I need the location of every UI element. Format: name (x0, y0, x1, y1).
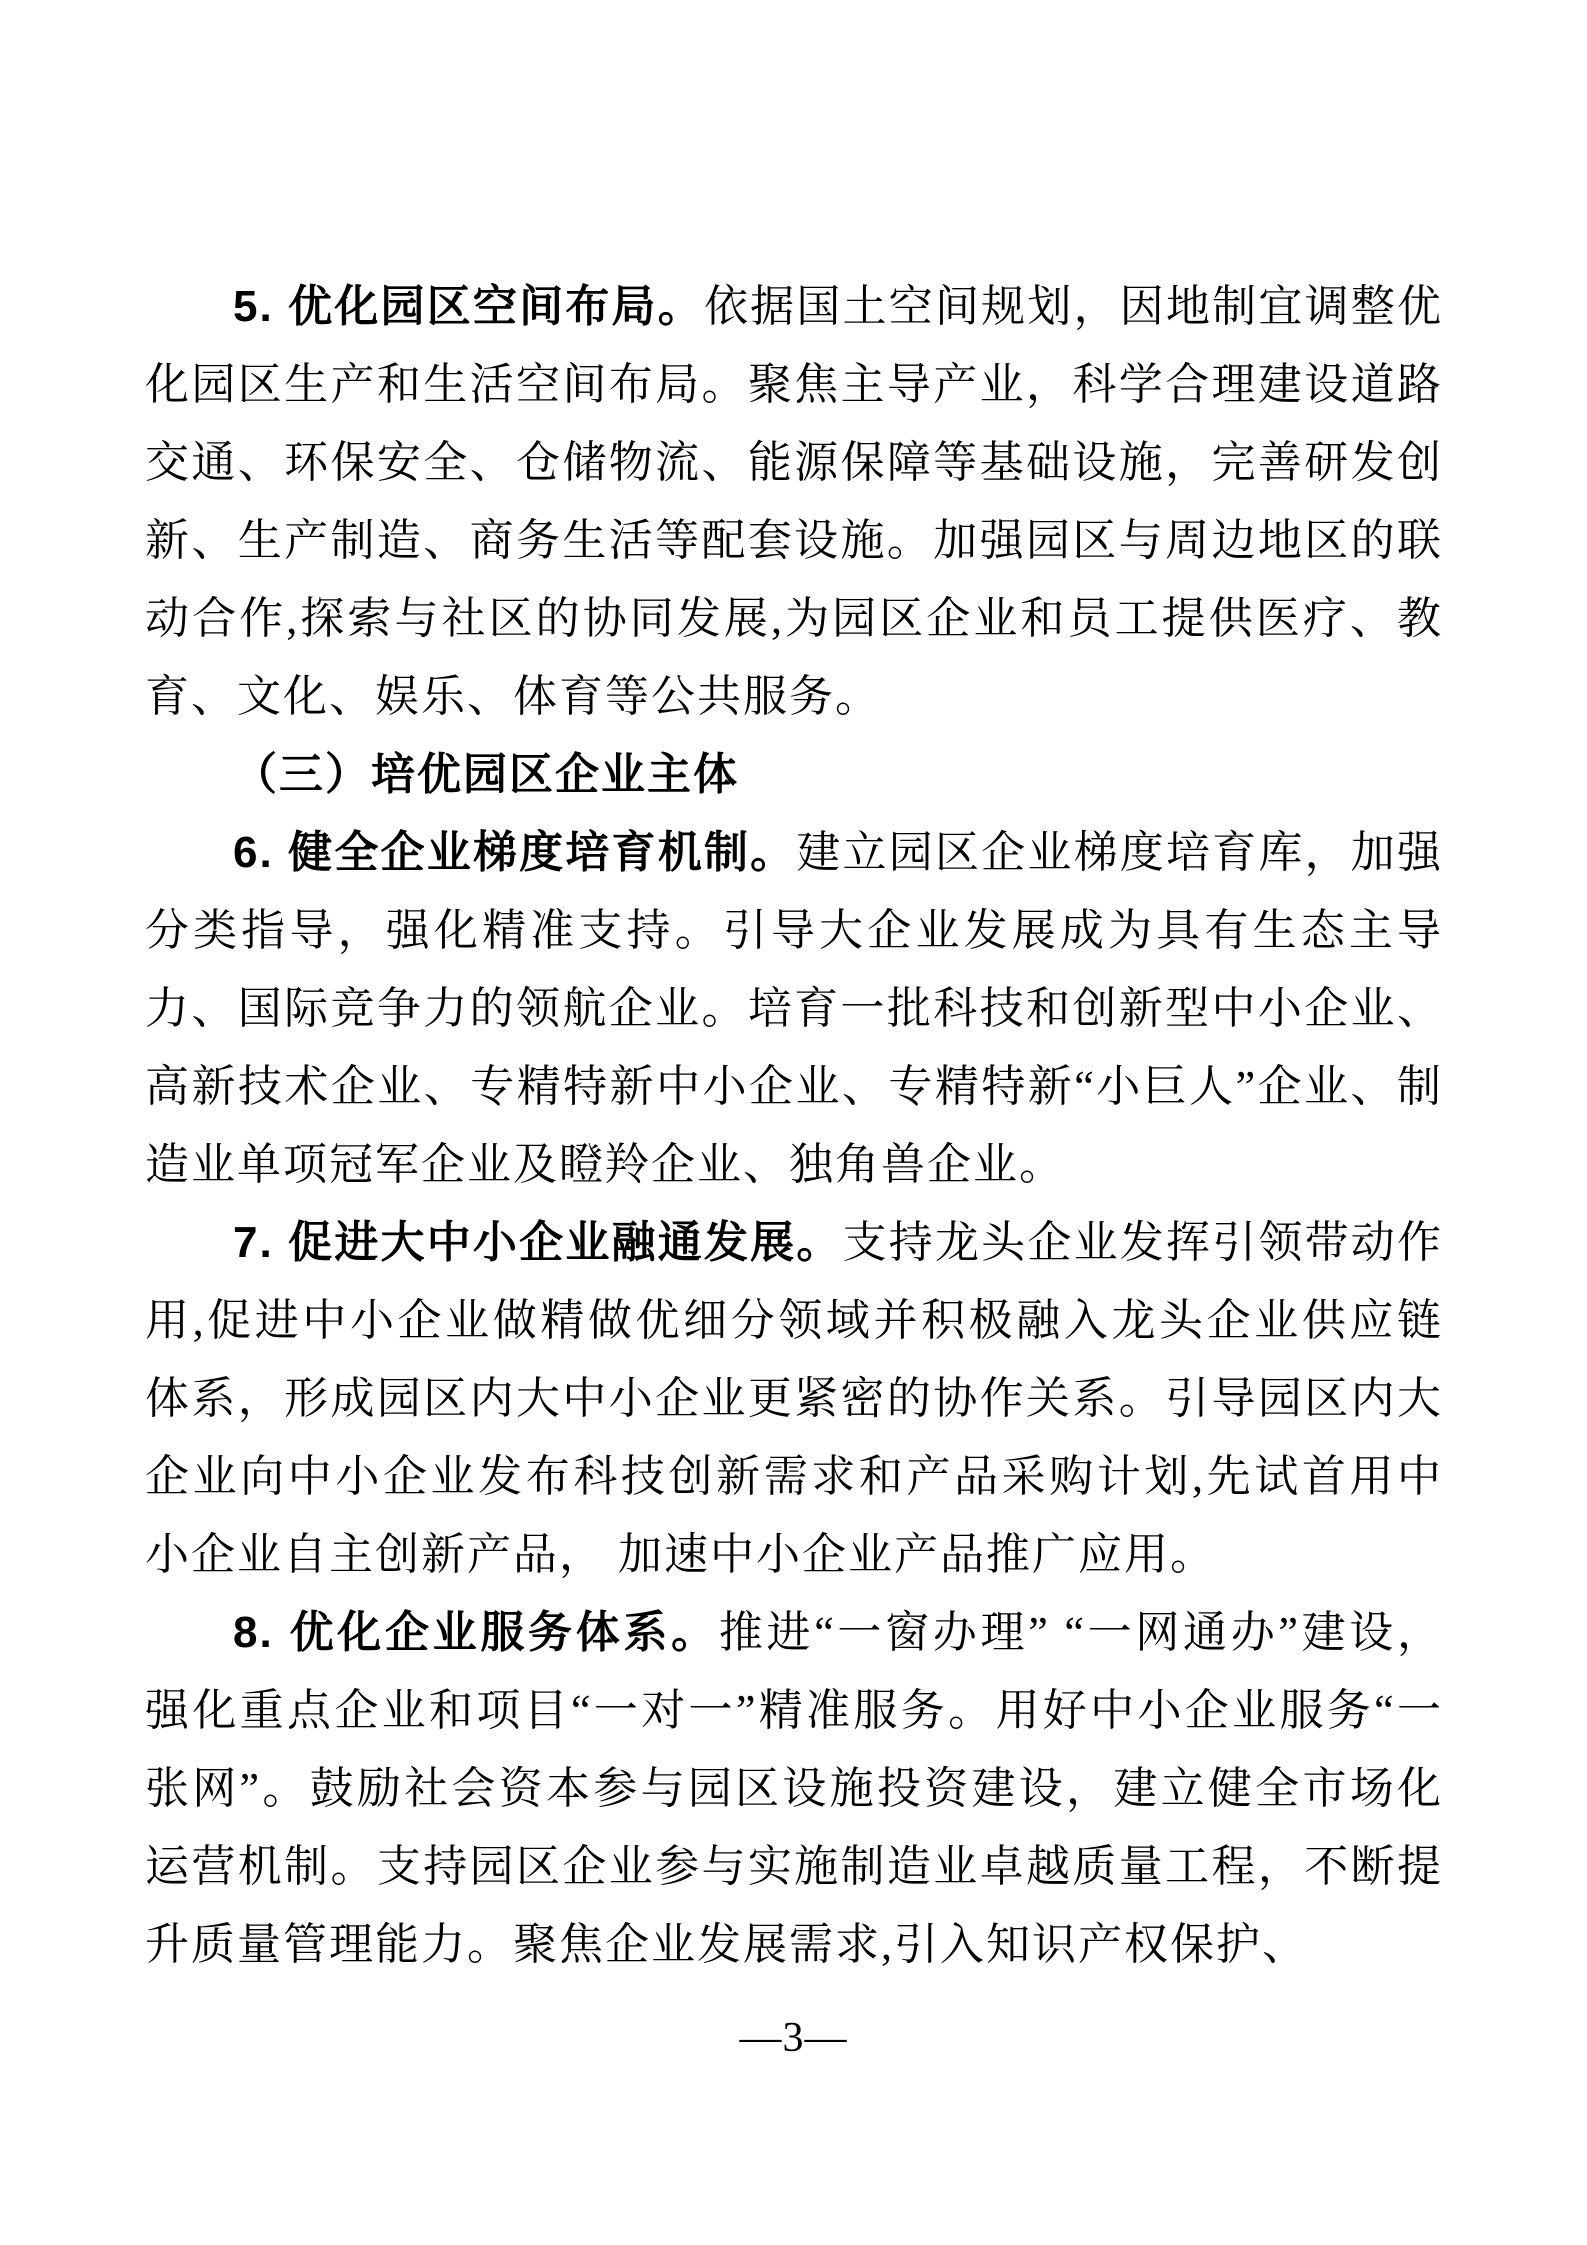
paragraph-5 (145, 268, 1443, 736)
section-heading-3: （三）培优园区企业主体 (233, 750, 739, 799)
paragraph-5-lead: 5. 优化园区空间布局。 (233, 282, 704, 331)
paragraph-8-body: 推进“一窗办理” “一网通办”建设，强化重点企业和项目“一对一”精准服务。用好中小企业服务“一张网”。鼓励社会资本参与园区设施投资建设，建立健全市场化运营机制。支持园区企业参与实施制造业卓越质量工程，不断提升质量管理能力。聚焦企业发展需求,引入知识产权保护、 (145, 1608, 1443, 1969)
paragraph-6-lead: 6. 健全企业梯度培育机制。 (233, 828, 797, 877)
page-number: —3— (739, 2015, 848, 2061)
paragraph-6-body: 建立园区企业梯度培育库，加强分类指导，强化精准支持。引导大企业发展成为具有生态主导力、国际竞争力的领航企业。培育一批科技和创新型中小企业、高新技术企业、专精特新中小企业、专精特新“小巨人”企业、制造业单项冠军企业及瞪羚企业、独角兽企业。 (145, 828, 1443, 1189)
paragraph-7-lead: 7. 促进大中小企业融通发展。 (233, 1218, 843, 1267)
document-content (145, 268, 1443, 1984)
paragraph-6 (145, 814, 1443, 1204)
paragraph-7 (145, 1204, 1443, 1594)
paragraph-8-lead: 8. 优化企业服务体系。 (233, 1608, 719, 1657)
paragraph-8 (145, 1594, 1443, 1984)
paragraph-5-body: 依据国土空间规划，因地制宜调整优化园区生产和生活空间布局。聚焦主导产业，科学合理建设道路交通、环保安全、仓储物流、能源保障等基础设施，完善研发创新、生产制造、商务生活等配套设施。加强园区与周边地区的联动合作,探索与社区的协同发展,为园区企业和员工提供医疗、教育、文化、娱乐、体育等公共服务。 (145, 282, 1443, 721)
paragraph-7-body: 支持龙头企业发挥引领带动作用,促进中小企业做精做优细分领域并积极融入龙头企业供应链体系，形成园区内大中小企业更紧密的协作关系。引导园区内大企业向中小企业发布科技创新需求和产品采购计划,先试首用中小企业自主创新产品， 加速中小企业产品推广应用。 (145, 1218, 1443, 1579)
